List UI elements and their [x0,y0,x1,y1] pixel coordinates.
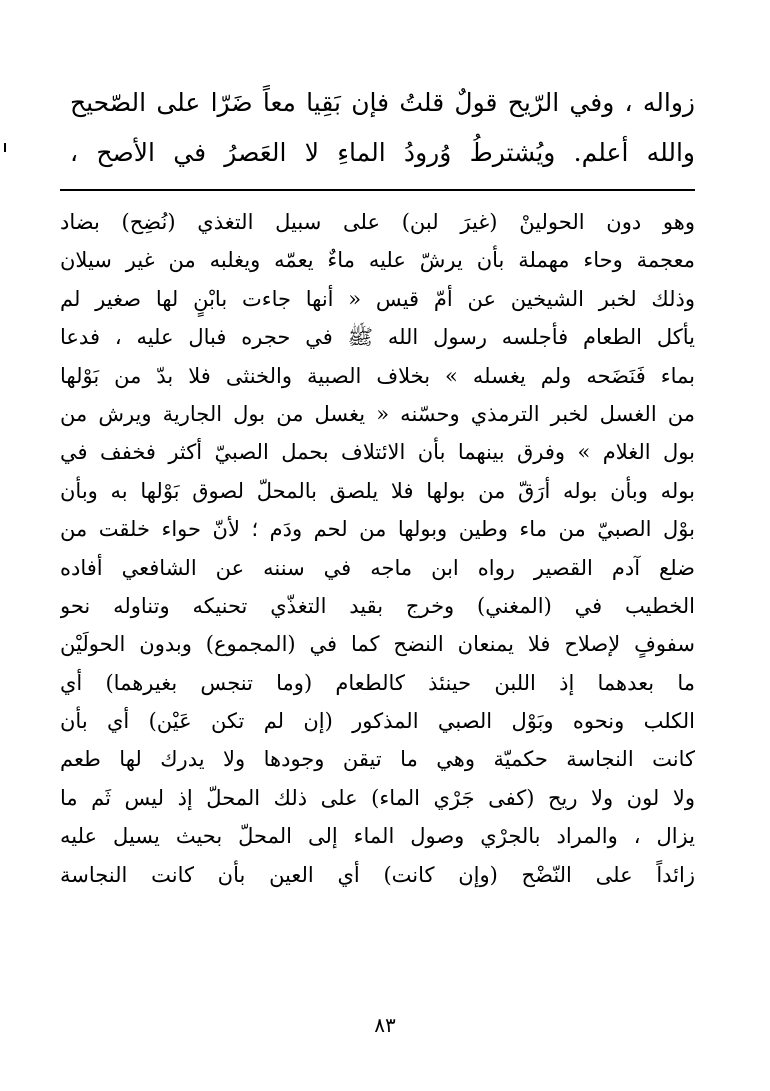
margin-mark [4,143,6,152]
commentary-line: ولا لون ولا ريح (كفى جَرْي الماء) على ذلك المحلّ إذ ليس ثَم ما [60,785,695,810]
commentary-line: وهو دون الحولينْ (غيرَ لبن) على سبيل التغذي (نُضِح) بضاد [60,210,695,234]
commentary-line: كانت النجاسة حكميّة وهي ما تيقن وجودها ولا يدرك لها طعم [60,747,695,772]
commentary-line: معجمة وحاء مهملة بأن يرشّ عليه ماءٌ يعمّه ويغلبه من غير سيلان [60,248,695,273]
commentary-line: بول الغلام » وفرق بينهما بأن الائتلاف بحمل الصبيّ أكثر فخفف في [60,440,695,465]
commentary-line: ضلع آدم القصير رواه ابن ماجه في سننه عن الشافعي أفاده [60,555,695,580]
commentary-line: زائداً على النّضْح (وإن كانت) أي العين بأن كانت النجاسة [60,862,695,887]
commentary-line: ما بعدهما إذ اللبن حينئذ كالطعام (وما تنجس بغيرهما) أي [60,670,695,695]
commentary-line: بوله وبأن بوله أرَقّ من بولها فلا يلصق بالمحلّ لصوق بَوْلها به وبأن [60,478,695,503]
commentary-line: بوْل الصبيّ من ماء وطين وبولها من لحم ودَم ؛ لأنّ حواء خلقت من [60,517,695,542]
commentary-line: وذلك لخبر الشيخين عن أمّ قيس « أنها جاءت بابْنٍ لها صغير لم [60,286,695,311]
commentary-line: بماء فَنَضَحه ولم يغسله » بخلاف الصبية والخنثى فلا بدّ من بَوْلها [60,363,695,388]
commentary-line: من الغسل لخبر الترمذي وحسّنه « يغسل من بول الجارية ويرش من [60,401,695,426]
commentary-line: سفوفٍ لإصلاح فلا يمنعان النضح كما في (المجموع) وبدون الحولَيْن [60,632,695,657]
commentary-line: يأكل الطعام فأجلسه رسول الله ﷺ في حجره فبال عليه ، فدعا [60,325,695,350]
page-number: ٨٣ [374,1013,396,1037]
divider-line [60,189,695,191]
commentary-line: يزال ، والمراد بالجرْي وصول الماء إلى المحلّ بحيث يسيل عليه [60,824,695,849]
commentary-text [60,203,695,894]
commentary-line: الكلب ونحوه وبَوْل الصبي المذكور (إن لم تكن عَيْن) أي بأن [60,709,695,734]
commentary-line: الخطيب في (المغني) وخرج بقيد التغذّي تحنيكه وتناوله نحو [60,593,695,618]
main-text-line: زواله ، وفي الرّيح قولٌ قلتُ فإن بَقِيا معاً ضَرّا على الصّحيح [70,88,695,117]
main-text [70,78,695,178]
main-text-line: والله أعلم. ويُشترطُ وُرودُ الماءِ لا العَصرُ في الأصح ، [70,138,695,167]
